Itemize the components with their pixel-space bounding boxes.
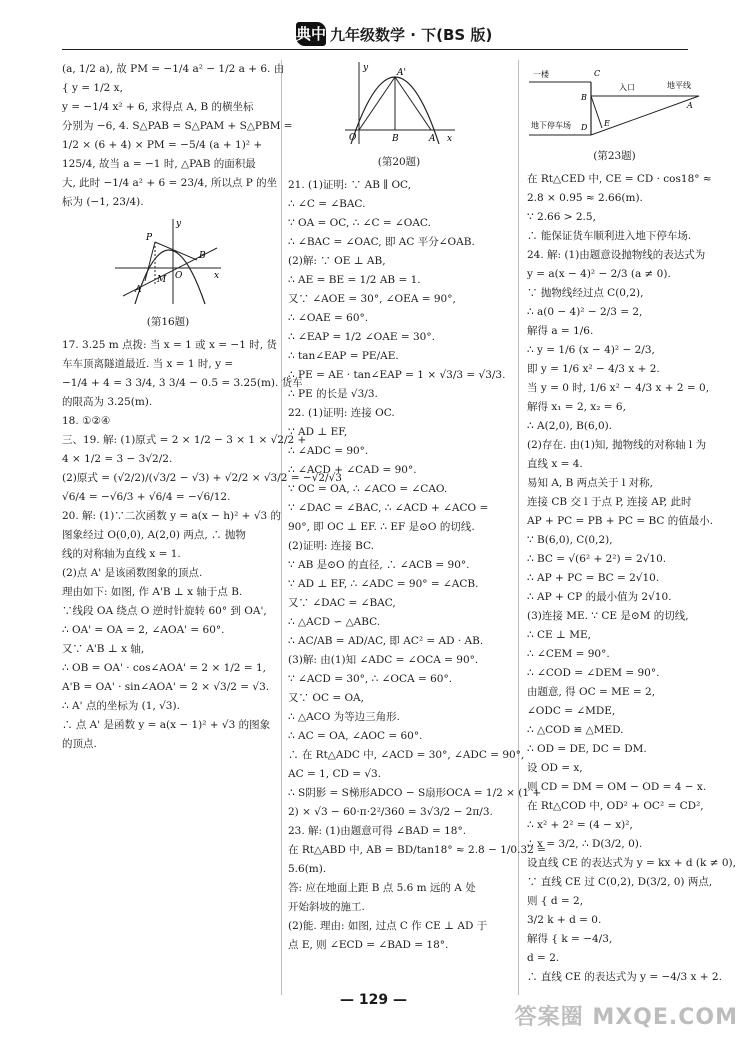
text-line: ∴ ∠BAC = ∠OAC, 即 AC 平分∠OAB.	[288, 236, 475, 248]
text-line: 分别为 −6, 4. S△PAB = S△PAM + S△PBM =	[62, 120, 293, 132]
text-line: 3/2 k + d = 0.	[527, 914, 602, 926]
text-line: y = a(x − 4)² − 2/3 (a ≠ 0).	[527, 268, 671, 280]
ramp-line	[591, 96, 699, 135]
text-line: ∴ △ACD ∽ △ABC.	[288, 616, 381, 628]
figure-23	[527, 60, 702, 166]
text-line: ∴ PE = AE · tan∠EAP = 1 × √3/3 = √3/3.	[288, 369, 506, 381]
text-line: 解得 a = 1/6.	[527, 325, 594, 337]
solutions-23-24-text	[527, 170, 736, 987]
text-line: ∴ 在 Rt△ADC 中, ∠ACD = 30°, ∠ADC = 90°,	[288, 749, 525, 761]
text-line: 2.8 × 0.95 ≈ 2.66(m).	[527, 192, 643, 204]
label-b: B	[199, 251, 206, 261]
text-line: ∴ A(2,0), B(6,0).	[527, 420, 613, 432]
text-line: ∴ A' 点的坐标为 (1, √3).	[62, 700, 180, 712]
text-line: (2)点 A' 是该函数图象的顶点.	[62, 567, 203, 579]
label-first-floor: 一楼	[533, 70, 549, 79]
label-p: P	[146, 233, 153, 243]
label-m: M	[157, 275, 167, 285]
label-b: B	[581, 93, 587, 102]
text-line: ∴ ∠ACD + ∠CAD = 90°.	[288, 464, 417, 476]
label-o: O	[349, 133, 357, 143]
label-a: A	[687, 101, 693, 110]
text-line: 车车顶离隧道最近. 当 x = 1 时, y =	[62, 358, 234, 370]
text-line: 设 OD = x,	[527, 762, 583, 774]
text-line: ∴ 点 A' 是函数 y = a(x − 1)² + √3 的图象	[62, 719, 271, 731]
text-line: ∵ 抛物线经过点 C(0,2),	[527, 287, 644, 299]
text-line: ∴ tan∠EAP = PE/AE.	[288, 350, 399, 362]
text-line: 的限高为 3.25(m).	[62, 396, 153, 408]
segment-pb	[155, 242, 197, 260]
parabola-diagram-20	[339, 60, 459, 146]
label-parking: 地下停车场	[531, 121, 571, 130]
text-line: (3)解: 由(1)知 ∠ADC = ∠OCA = 90°.	[288, 654, 479, 666]
label-entrance: 入口	[619, 83, 635, 92]
column-divider-1	[281, 60, 282, 995]
text-line: ∴ AP + CP 的最小值为 2√10.	[527, 591, 672, 603]
text-line: 23. 解: (1)由题意可得 ∠BAD = 18°.	[288, 825, 467, 837]
header-rule	[62, 49, 688, 50]
text-line: 则 CD = DM = OM − OD = 4 − x.	[527, 781, 707, 793]
text-line: ∴ AP + PC = BC = 2√10.	[527, 572, 660, 584]
text-line: ∵线段 OA 绕点 O 逆时针旋转 60° 到 OA',	[62, 605, 267, 617]
text-line: 125/4, 故当 a = −1 时, △PAB 的面积最	[62, 158, 256, 170]
text-line: ∴ AC = OA, ∠AOC = 60°.	[288, 730, 423, 742]
label-a: A	[135, 285, 142, 295]
text-line: ∴ y = 1/6 (x − 4)² − 2/3,	[527, 344, 655, 356]
text-line: 易知 A, B 两点关于 l 对称,	[527, 477, 654, 489]
text-line: 的顶点.	[62, 738, 97, 750]
text-line: ∴ ∠CEM = 90°.	[527, 648, 610, 660]
label-y: y	[363, 63, 369, 73]
text-line: 又∵ ∠AOE = 30°, ∠OEA = 90°,	[288, 293, 456, 305]
text-line: (2)存在. 由(1)知, 抛物线的对称轴 l 为	[527, 439, 707, 451]
text-line: ∴ ∠COD = ∠DEM = 90°.	[527, 667, 660, 679]
label-d: D	[581, 123, 588, 132]
text-line: ∴ x² + 2² = (4 − x)²,	[527, 819, 633, 831]
text-line: AP + PC = PB + PC = BC 的值最小.	[527, 515, 714, 527]
text-line: y = −1/4 x² + 6, 求得点 A, B 的横坐标	[62, 101, 254, 113]
label-y: y	[176, 219, 182, 229]
text-line: ∴ OA' = OA = 2, ∠AOA' = 60°.	[62, 624, 225, 636]
text-line: 解得 x₁ = 2, x₂ = 6,	[527, 401, 626, 413]
text-line: 当 y = 0 时, 1/6 x² − 4/3 x + 2 = 0,	[527, 382, 710, 394]
text-line: 图象经过 O(0,0), A(2,0) 两点, ∴ 抛物	[62, 529, 246, 541]
text-line: ∵ AD ⊥ EF, ∴ ∠ADC = 90° = ∠ACB.	[288, 578, 479, 590]
text-line: 1/2 × (6 + 4) × PM = −5/4 (a + 1)² +	[62, 139, 263, 151]
text-line: 开始斜坡的施工.	[288, 901, 365, 913]
text-line: −1/4 + 4 = 3 3/4, 3 3/4 − 0.5 = 3.25(m). 货车	[62, 377, 303, 389]
text-line: 线的对称轴为直线 x = 1.	[62, 548, 181, 560]
text-line: (3)连接 ME. ∵ CE 是⊙M 的切线,	[527, 610, 689, 622]
text-line: ∵ ∠ACD = 30°, ∴ ∠OCA = 60°.	[288, 673, 453, 685]
text-line: (2)证明: 连接 BC.	[288, 540, 374, 552]
text-line: 连接 CB 交 l 于点 P, 连接 AP, 此时	[527, 496, 692, 508]
parking-ramp-diagram-23	[527, 60, 702, 140]
text-line: 20. 解: (1)∵二次函数 y = a(x − h)² + √3 的	[62, 510, 282, 522]
text-line: ∴ x = 3/2, ∴ D(3/2, 0).	[527, 838, 643, 850]
book-title: 九年级数学 · 下(BS 版)	[330, 26, 493, 44]
text-line: ∵ AD ⊥ EF,	[288, 426, 348, 438]
text-line: 21. (1)证明: ∵ AB ∥ OC,	[288, 179, 412, 191]
figure-16	[62, 216, 274, 332]
label-a: A	[429, 134, 436, 144]
page-number: — 129 —	[340, 992, 407, 1008]
text-line: d = 2.	[527, 952, 560, 964]
text-line: 又∵ A'B ⊥ x 轴,	[62, 643, 145, 655]
label-o: O	[175, 271, 183, 281]
text-line: 标为 (−1, 23/4).	[62, 196, 144, 208]
text-line: ∴ ∠OAE = 60°.	[288, 312, 369, 324]
segment-oa-prime	[359, 77, 395, 130]
solution-16-text	[62, 60, 293, 212]
solutions-21-23-text	[288, 176, 546, 955]
text-line: (2)原式 = (√2/2)/(√3/2 − √3) + √2/2 × √3/2 = −√2/√3	[62, 472, 342, 484]
figure-20-caption: (第20题)	[377, 156, 421, 168]
text-line: ∵ 直线 CE 过 C(0,2), D(3/2, 0) 两点,	[527, 876, 713, 888]
text-line: A'B = OA' · sin∠AOA' = 2 × √3/2 = √3.	[62, 681, 270, 693]
text-line: (2)能. 理由: 如图, 过点 C 作 CE ⊥ AD 于	[288, 920, 488, 932]
text-line: 即 y = 1/6 x² − 4/3 x + 2.	[527, 363, 660, 375]
parabola-diagram-16	[113, 216, 223, 306]
text-line: 答: 应在地面上距 B 点 5.6 m 远的 A 处	[288, 882, 476, 894]
text-line: ∴ OD = DE, DC = DM.	[527, 743, 647, 755]
text-line: 18. ①②④	[62, 415, 111, 427]
brand-logo: 典中	[296, 22, 326, 46]
text-line: 则 { d = 2,	[527, 895, 584, 907]
text-line: ∵ AB 是⊙O 的直径, ∴ ∠ACB = 90°.	[288, 559, 470, 571]
text-line: 又∵ OC = OA,	[288, 692, 364, 704]
text-line: ∴ △ACO 为等边三角形.	[288, 711, 400, 723]
text-line: ∴ ∠C = ∠BAC.	[288, 198, 366, 210]
text-line: 24. 解: (1)由题意设抛物线的表达式为	[527, 249, 706, 261]
text-line: ∴ △COD ≌ △MED.	[527, 724, 624, 736]
text-line: ∵ OC = OA, ∴ ∠ACO = ∠CAO.	[288, 483, 448, 495]
watermark: 答案圈 MXQE.COM	[514, 1005, 738, 1030]
text-line: ∴ 能保证货车顺利进入地下停车场.	[527, 230, 692, 242]
label-a-prime: A'	[397, 68, 406, 78]
text-line: (a, 1/2 a), 故 PM = −1/4 a² − 1/2 a + 6. 由	[62, 63, 285, 75]
text-line: AC = 1, CD = √3.	[288, 768, 382, 780]
text-line: 5.6(m).	[288, 863, 327, 875]
figure-23-caption: (第23题)	[593, 150, 636, 162]
label-x: x	[214, 271, 220, 281]
text-line: 22. (1)证明: 连接 OC.	[288, 407, 395, 419]
text-line: ∵ OA = OC, ∴ ∠C = ∠OAC.	[288, 217, 431, 229]
figure-16-caption: (第16题)	[146, 316, 190, 328]
text-line: 三、19. 解: (1)原式 = 2 × 1/2 − 3 × 1 × √2/2 +	[62, 434, 307, 446]
text-line: 2) × √3 − 60·π·2²/360 = 3√3/2 − 2π/3.	[288, 806, 493, 818]
text-line: 在 Rt△CED 中, CE = CD · cos18° ≈	[527, 173, 712, 185]
text-line: 90°, 即 OC ⊥ EF. ∴ EF 是⊙O 的切线.	[288, 521, 475, 533]
text-line: ∵ ∠DAC = ∠BAC, ∴ ∠ACD + ∠ACO =	[288, 502, 489, 514]
label-c: C	[594, 69, 601, 78]
text-line: (2)解: ∵ OE ⊥ AB,	[288, 255, 386, 267]
label-b: B	[392, 134, 399, 144]
text-line: ∴ OB = OA' · cos∠AOA' = 2 × 1/2 = 1,	[62, 662, 266, 674]
figure-20	[288, 60, 510, 172]
segment-a-prime-a	[395, 77, 431, 130]
text-line: 在 Rt△COD 中, OD² + OC² = CD²,	[527, 800, 704, 812]
text-line: ∴ AE = BE = 1/2 AB = 1.	[288, 274, 421, 286]
column-3	[527, 60, 736, 987]
text-line: 直线 x = 4.	[527, 458, 583, 470]
text-line: ∴ 直线 CE 的表达式为 y = −4/3 x + 2.	[527, 971, 722, 983]
text-line: { y = 1/2 x,	[62, 82, 123, 94]
text-line: 4 × 1/2 = 3 − 3√2/2.	[62, 453, 173, 465]
label-e: E	[604, 119, 610, 128]
label-x: x	[447, 134, 453, 144]
text-line: ∴ AC/AB = AD/AC, 即 AC² = AD · AB.	[288, 635, 484, 647]
text-line: 在 Rt△ABD 中, AB = BD/tan18° ≈ 2.8 − 1/0.32 =	[288, 844, 546, 856]
text-line: ∵ B(6,0), C(0,2),	[527, 534, 613, 546]
text-line: ∴ ∠ADC = 90°.	[288, 445, 369, 457]
text-line: ∵ 2.66 > 2.5,	[527, 211, 596, 223]
text-line: ∴ ∠EAP = 1/2 ∠OAE = 30°.	[288, 331, 435, 343]
text-line: 大, 此时 −1/4 a² + 6 = 23/4, 所以点 P 的坐	[62, 177, 278, 189]
text-line: ∴ S阴影 = S梯形ADCO − S扇形OCA = 1/2 × (1 +	[288, 787, 542, 799]
text-line: ∴ PE 的长是 √3/3.	[288, 388, 378, 400]
text-line: 点 E, 则 ∠ECD = ∠BAD = 18°.	[288, 939, 449, 951]
text-line: 设直线 CE 的表达式为 y = kx + d (k ≠ 0),	[527, 857, 736, 869]
segment-ce	[591, 96, 602, 128]
text-line: ∴ CE ⊥ ME,	[527, 629, 592, 641]
text-line: 解得 { k = −4/3,	[527, 933, 613, 945]
page-header	[0, 0, 750, 50]
label-horizon: 地平线	[667, 81, 691, 90]
text-line: 由题意, 得 OC = ME = 2,	[527, 686, 656, 698]
text-line: 17. 3.25 m 点拨: 当 x = 1 或 x = −1 时, 货	[62, 339, 277, 351]
text-line: √6/4 = −√6/3 + √6/4 = −√6/12.	[62, 491, 231, 503]
parabola-curve	[135, 250, 205, 304]
text-line: ∠ODC = ∠MDE,	[527, 705, 616, 717]
text-line: ∴ BC = √(6² + 2²) = 2√10.	[527, 553, 667, 565]
text-line: 又∵ ∠DAC = ∠BAC,	[288, 597, 396, 609]
text-line: ∴ a(0 − 4)² − 2/3 = 2,	[527, 306, 643, 318]
text-line: 理由如下: 如图, 作 A'B ⊥ x 轴于点 B.	[62, 586, 243, 598]
